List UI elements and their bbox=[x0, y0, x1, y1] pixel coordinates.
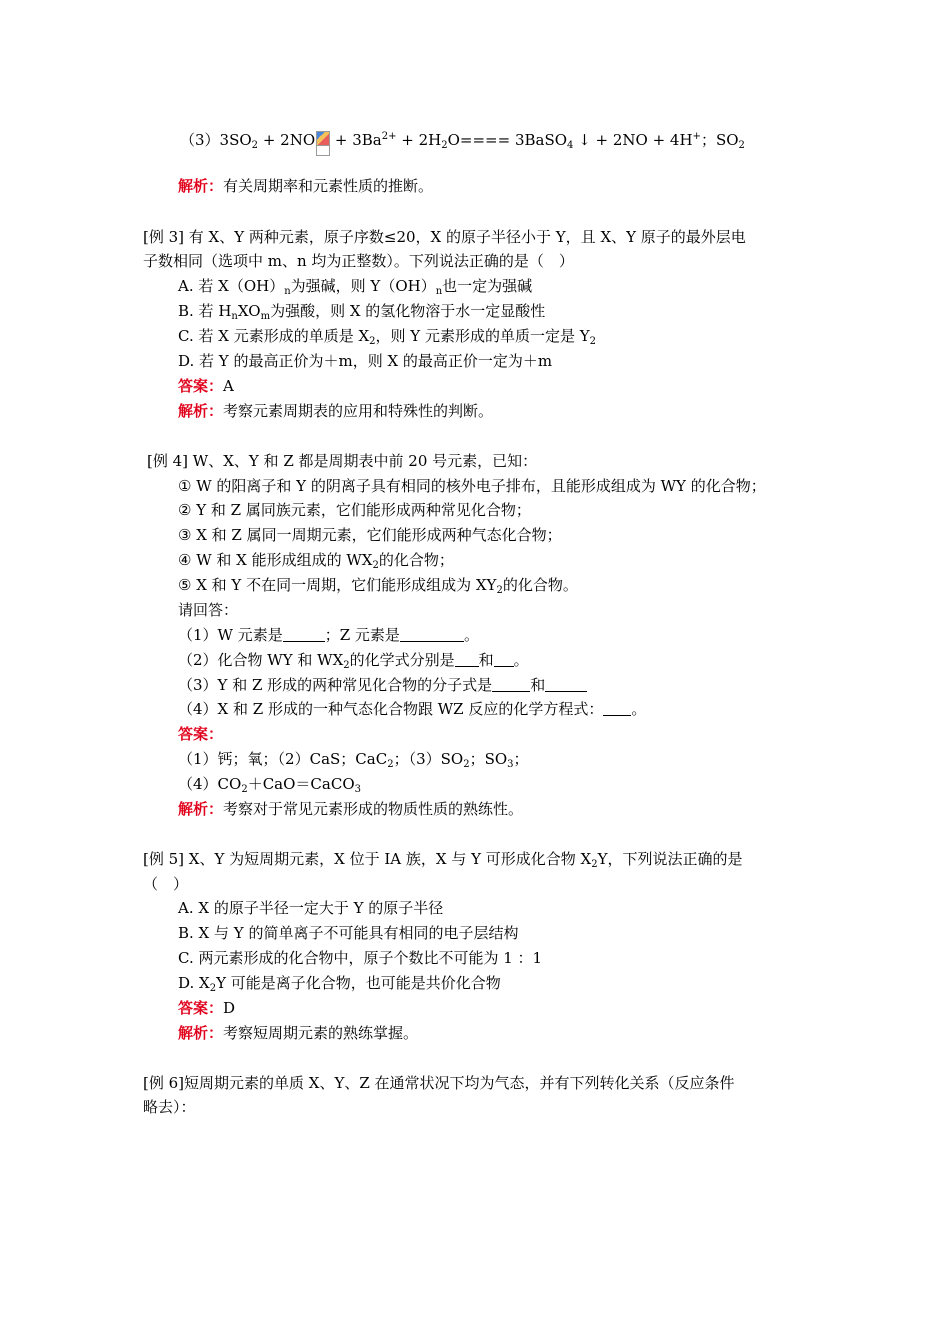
example-4-condition-4: ④ W 和 X 能形成组成的 $WX_2$的化合物； bbox=[178, 551, 454, 571]
example-4-condition-5: ⑤ X 和 Y 不在同一周期，它们能形成组成为 $XY_2$的化合物。 bbox=[178, 576, 578, 596]
example-4-part-3: （3）Y 和 Z 形成的两种常见化合物的分子式是 和 bbox=[178, 675, 587, 697]
example-3-question-cont: 子数相同（选项中 m、n 均为正整数）。下列说法正确的是（ ） bbox=[143, 252, 574, 270]
example-4-please-answer: 请回答： bbox=[178, 601, 239, 619]
example-6-question-cont: 略去）： bbox=[143, 1098, 196, 1116]
example-4-analysis: 解析：考察对于常见元素形成的物质性质的熟练性。 bbox=[178, 800, 524, 818]
example-5-question: [例 5] X、Y 为短周期元素，X 位于 IA 族，X 与 Y 可形成化合物 $X_2Y$，下列说法正确的是 bbox=[143, 850, 743, 870]
equation-line: $(3)3SO_2 + 2NO$ + $3Ba^{2+} + 2H_2O====$ 3BaSO$_4$ ↓ + 2NO + 4H+；$SO_2$ bbox=[180, 130, 745, 152]
example-3-question: [例 3] 有 X、Y 两种元素，原子序数≤20，X 的原子半径小于 Y，且 X、Y 原子的最外层电 bbox=[143, 228, 746, 246]
example-4-part-4: （4）X 和 Z 形成的一种气态化合物跟 WZ 反应的化学方程式： 。 bbox=[178, 700, 647, 718]
example-4-part-1: （1）W 元素是 ；Z 元素是 。 bbox=[178, 626, 479, 644]
example-3-option-a: A. 若 $X(OH)_n$为强碱，则 $Y(OH)_n$也一定为强碱 bbox=[178, 277, 533, 297]
fill-blank bbox=[545, 676, 587, 692]
example-5-option-a: A. X 的原子半径一定大于 Y 的原子半径 bbox=[178, 899, 444, 917]
example-5-option-b: B. X 与 Y 的简单离子不可能具有相同的电子层结构 bbox=[178, 924, 519, 942]
example-5-question-cont: （ ） bbox=[143, 875, 189, 893]
example-4-part-2: （2）化合物 WY 和 $WX_2$的化学式分别是 和 。 bbox=[178, 651, 529, 671]
analysis-line: 解析：有关周期率和元素性质的推断。 bbox=[178, 177, 434, 195]
example-5-analysis: 解析：考察短周期元素的熟练掌握。 bbox=[178, 1024, 419, 1042]
example-4-answer-1: （1）钙；氧；（2）CaS；CaC$_2$；$(3)SO_2$；$SO_3$； bbox=[178, 750, 529, 770]
fill-blank bbox=[603, 700, 631, 716]
example-4-answer-2: $(4)CO_2+CaO=CaCO_3$ bbox=[178, 775, 361, 795]
example-3-option-c: C. 若 X 元素形成的单质是 $X_2$，则 Y 元素形成的单质一定是 $Y_2$ bbox=[178, 327, 597, 347]
example-4-condition-1: ① W 的阳离子和 Y 的阴离子具有相同的核外电子排布，且能形成组成为 WY 的化合物； bbox=[178, 477, 766, 495]
fill-blank bbox=[492, 676, 530, 692]
example-3-answer: 答案：A bbox=[178, 377, 234, 395]
fill-blank bbox=[400, 626, 464, 642]
example-4-answer-label: 答案： bbox=[178, 725, 224, 743]
embedded-image-icon bbox=[316, 131, 329, 155]
fill-blank bbox=[494, 651, 514, 667]
example-5-answer: 答案：D bbox=[178, 999, 236, 1017]
example-3-option-d: D. 若 Y 的最高正价为＋m，则 X 的最高正价一定为＋m bbox=[178, 352, 553, 370]
example-5-option-d: D. $X_2Y$ 可能是离子化合物，也可能是共价化合物 bbox=[178, 974, 501, 994]
analysis-label: 解析： bbox=[178, 177, 224, 195]
example-6-question: [例 6]短周期元素的单质 X、Y、Z 在通常状况下均为气态，并有下列转化关系（反应条件 bbox=[143, 1074, 735, 1092]
example-4-condition-2: ② Y 和 Z 属同族元素，它们能形成两种常见化合物； bbox=[178, 501, 531, 519]
example-5-option-c: C. 两元素形成的化合物中，原子个数比不可能为 1 ：1 bbox=[178, 949, 543, 967]
example-4-condition-3: ③ X 和 Z 属同一周期元素，它们能形成两种气态化合物； bbox=[178, 526, 562, 544]
example-3-option-b: B. 若 $H_nXO_m$为强酸，则 X 的氢化物溶于水一定显酸性 bbox=[178, 302, 546, 322]
example-4-question: [例 4] W、X、Y 和 Z 都是周期表中前 20 号元素，已知： bbox=[147, 452, 538, 470]
fill-blank bbox=[283, 626, 325, 642]
fill-blank bbox=[455, 651, 479, 667]
example-3-analysis: 解析：考察元素周期表的应用和特殊性的判断。 bbox=[178, 402, 494, 420]
